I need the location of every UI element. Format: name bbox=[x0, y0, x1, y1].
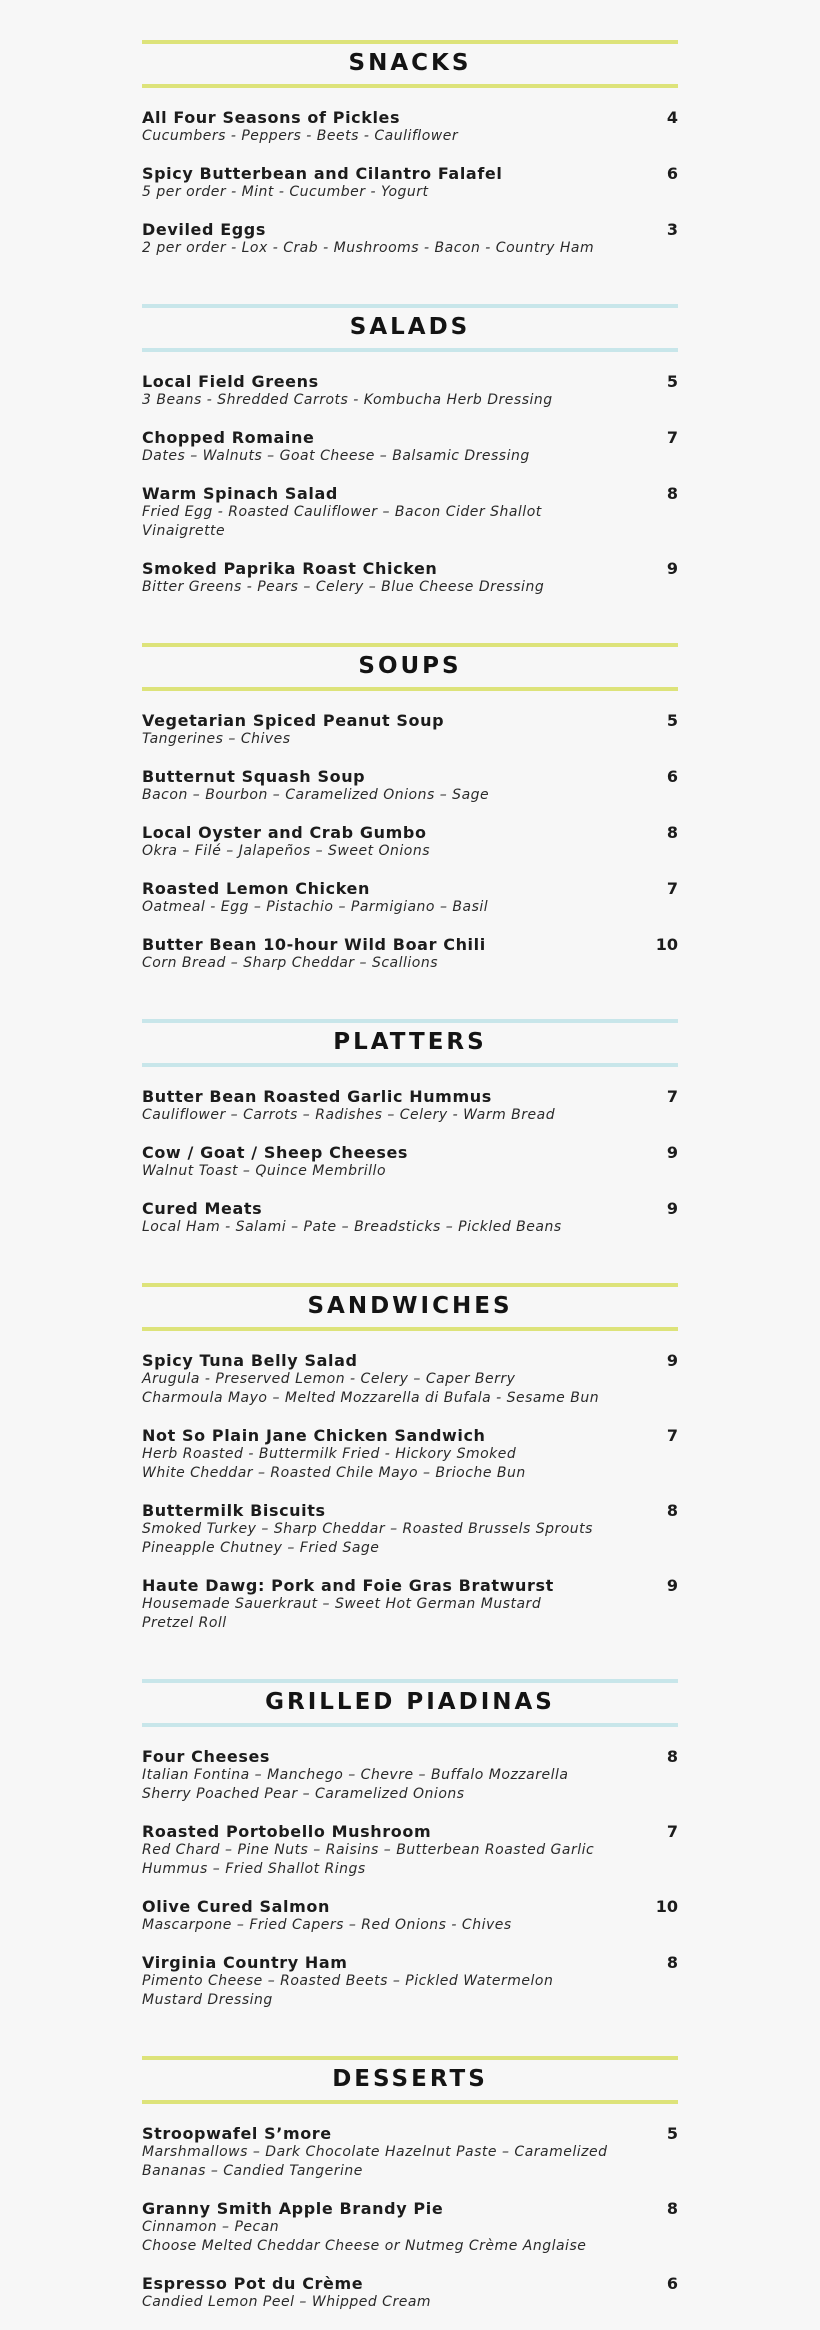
menu-item-header bbox=[142, 484, 678, 503]
menu-item-description bbox=[142, 1766, 652, 1804]
menu-item-price: 9 bbox=[666, 1199, 678, 1218]
menu-item-price: 9 bbox=[666, 1143, 678, 1162]
menu-item bbox=[142, 1501, 678, 1558]
menu-item-description-line: White Cheddar – Roasted Chile Mayo – Brioche Bun bbox=[142, 1465, 526, 1481]
menu-item-price: 6 bbox=[666, 2274, 678, 2293]
menu-item-description-line: Candied Lemon Peel – Whipped Cream bbox=[142, 2294, 432, 2310]
menu-item-list bbox=[142, 1087, 678, 1237]
menu-item-name: Deviled Eggs bbox=[142, 220, 266, 239]
menu-item-description-line: Smoked Turkey – Sharp Cheddar – Roasted Brussels Sprouts bbox=[142, 1521, 593, 1537]
menu-item-description-line: Sherry Poached Pear – Caramelized Onions bbox=[142, 1786, 465, 1802]
menu-item-description-line: Bananas – Candied Tangerine bbox=[142, 2163, 363, 2179]
menu-item-price: 7 bbox=[666, 1087, 678, 1106]
menu-item bbox=[142, 372, 678, 410]
section-title: SOUPS bbox=[358, 652, 462, 679]
menu-item bbox=[142, 2199, 678, 2256]
menu-item-header bbox=[142, 428, 678, 447]
menu-item-description bbox=[142, 730, 652, 749]
menu-item-description bbox=[142, 391, 652, 410]
menu-item-header bbox=[142, 767, 678, 786]
menu-item-header bbox=[142, 2124, 678, 2143]
menu-item-description bbox=[142, 1841, 652, 1879]
menu-item-name: Virginia Country Ham bbox=[142, 1953, 348, 1972]
menu-item-header bbox=[142, 1897, 678, 1916]
menu-item-name: Not So Plain Jane Chicken Sandwich bbox=[142, 1426, 486, 1445]
menu-item-description bbox=[142, 127, 652, 146]
menu-item-price: 9 bbox=[666, 1576, 678, 1595]
menu-item bbox=[142, 2124, 678, 2181]
menu-item-name: Espresso Pot du Crème bbox=[142, 2274, 364, 2293]
menu-section-platters bbox=[142, 1017, 678, 1237]
menu-item-description-line: Okra – Filé – Jalapeños – Sweet Onions bbox=[142, 843, 431, 859]
menu-item-description-line: Bacon – Bourbon – Caramelized Onions – Sage bbox=[142, 787, 490, 803]
menu-item-description bbox=[142, 954, 652, 973]
menu-item-description-line: 2 per order - Lox - Crab - Mushrooms - Bacon - Country Ham bbox=[142, 240, 595, 256]
menu-item-description-line: Red Chard – Pine Nuts – Raisins – Butterbean Roasted Garlic bbox=[142, 1842, 595, 1858]
menu-item-description-line: Cinnamon – Pecan bbox=[142, 2219, 280, 2235]
menu-item-description-line: Charmoula Mayo – Melted Mozzarella di Bufala - Sesame Bun bbox=[142, 1390, 600, 1406]
menu-item-description-line: Cucumbers - Peppers - Beets - Cauliflower bbox=[142, 128, 459, 144]
menu-item-name: Local Field Greens bbox=[142, 372, 319, 391]
menu-item-header bbox=[142, 935, 678, 954]
menu-item-description bbox=[142, 1370, 652, 1408]
menu-section-desserts bbox=[142, 2054, 678, 2312]
menu-item-header bbox=[142, 372, 678, 391]
menu-item-description-line: Cauliflower – Carrots – Radishes – Celery - Warm Bread bbox=[142, 1107, 556, 1123]
menu-item bbox=[142, 1351, 678, 1408]
menu-item-description-line: Hummus – Fried Shallot Rings bbox=[142, 1861, 366, 1877]
menu-item-description bbox=[142, 183, 652, 202]
menu-item-price: 8 bbox=[666, 484, 678, 503]
menu-item-header bbox=[142, 164, 678, 183]
menu-item bbox=[142, 1426, 678, 1483]
menu-item-description bbox=[142, 1218, 652, 1237]
menu-item bbox=[142, 879, 678, 917]
menu-section-grilled-piadinas bbox=[142, 1677, 678, 2010]
menu-item-description-line: Pretzel Roll bbox=[142, 1615, 227, 1631]
section-header bbox=[142, 38, 678, 88]
menu-item-header bbox=[142, 1426, 678, 1445]
menu-item-description-line: Local Ham - Salami – Pate – Breadsticks – Pickled Beans bbox=[142, 1219, 562, 1235]
menu-item-description bbox=[142, 2218, 652, 2256]
menu-item-header bbox=[142, 711, 678, 730]
section-header bbox=[142, 1281, 678, 1331]
menu-item-price: 7 bbox=[666, 1822, 678, 1841]
menu-item-price: 10 bbox=[655, 1897, 678, 1916]
menu-item bbox=[142, 767, 678, 805]
menu-item-header bbox=[142, 1576, 678, 1595]
menu bbox=[142, 38, 678, 2330]
menu-item bbox=[142, 1199, 678, 1237]
menu-item-description-line: Vinaigrette bbox=[142, 523, 226, 539]
menu-item-price: 7 bbox=[666, 879, 678, 898]
menu-item bbox=[142, 1897, 678, 1935]
menu-item-header bbox=[142, 2274, 678, 2293]
menu-item bbox=[142, 108, 678, 146]
menu-item-name: Olive Cured Salmon bbox=[142, 1897, 330, 1916]
menu-item-header bbox=[142, 1087, 678, 1106]
menu-item bbox=[142, 823, 678, 861]
menu-item-price: 7 bbox=[666, 1426, 678, 1445]
section-title: SNACKS bbox=[348, 49, 472, 76]
menu-item-description-line: Dates – Walnuts – Goat Cheese – Balsamic Dressing bbox=[142, 448, 530, 464]
menu-item-price: 9 bbox=[666, 1351, 678, 1370]
menu-item-description bbox=[142, 842, 652, 861]
menu-item-description bbox=[142, 2143, 652, 2181]
section-header bbox=[142, 302, 678, 352]
menu-item-description-line: Pineapple Chutney – Fried Sage bbox=[142, 1540, 380, 1556]
menu-section-sandwiches bbox=[142, 1281, 678, 1633]
menu-item-description bbox=[142, 578, 652, 597]
menu-item-name: Butternut Squash Soup bbox=[142, 767, 366, 786]
menu-item-price: 5 bbox=[666, 711, 678, 730]
menu-item-name: Spicy Tuna Belly Salad bbox=[142, 1351, 358, 1370]
menu-item-name: Warm Spinach Salad bbox=[142, 484, 338, 503]
menu-item-description-line: Marshmallows – Dark Chocolate Hazelnut Paste – Caramelized bbox=[142, 2144, 608, 2160]
menu-section-salads bbox=[142, 302, 678, 597]
menu-item-description-line: Walnut Toast – Quince Membrillo bbox=[142, 1163, 387, 1179]
menu-item-header bbox=[142, 1199, 678, 1218]
menu-item-name: Roasted Portobello Mushroom bbox=[142, 1822, 432, 1841]
section-header bbox=[142, 641, 678, 691]
menu-item-description-line: Mascarpone – Fried Capers – Red Onions - Chives bbox=[142, 1917, 512, 1933]
menu-item-description bbox=[142, 1972, 652, 2010]
section-header bbox=[142, 1677, 678, 1727]
menu-item-description bbox=[142, 1520, 652, 1558]
menu-item bbox=[142, 1576, 678, 1633]
menu-item-price: 5 bbox=[666, 2124, 678, 2143]
menu-section-soups bbox=[142, 641, 678, 973]
menu-item-name: Stroopwafel S’more bbox=[142, 2124, 332, 2143]
menu-item-header bbox=[142, 1143, 678, 1162]
menu-item-list bbox=[142, 711, 678, 973]
menu-item-header bbox=[142, 1351, 678, 1370]
menu-item bbox=[142, 220, 678, 258]
menu-item-price: 8 bbox=[666, 1953, 678, 1972]
menu-item bbox=[142, 164, 678, 202]
menu-item bbox=[142, 1953, 678, 2010]
menu-item-header bbox=[142, 1822, 678, 1841]
menu-item-description bbox=[142, 2293, 652, 2312]
menu-item-name: Roasted Lemon Chicken bbox=[142, 879, 370, 898]
menu-item-price: 6 bbox=[666, 767, 678, 786]
menu-item-list bbox=[142, 2124, 678, 2312]
menu-item-header bbox=[142, 823, 678, 842]
section-title: SANDWICHES bbox=[307, 1292, 513, 1319]
menu-item-description-line: Arugula - Preserved Lemon - Celery – Caper Berry bbox=[142, 1371, 516, 1387]
menu-item-header bbox=[142, 879, 678, 898]
menu-item-description-line: Fried Egg - Roasted Cauliflower – Bacon Cider Shallot bbox=[142, 504, 542, 520]
menu-item bbox=[142, 711, 678, 749]
menu-item-header bbox=[142, 1501, 678, 1520]
menu-item-name: Vegetarian Spiced Peanut Soup bbox=[142, 711, 445, 730]
menu-item-description-line: Pimento Cheese – Roasted Beets – Pickled Watermelon bbox=[142, 1973, 554, 1989]
menu-item-name: Local Oyster and Crab Gumbo bbox=[142, 823, 427, 842]
menu-item-description bbox=[142, 239, 652, 258]
menu-item-price: 6 bbox=[666, 164, 678, 183]
menu-item-list bbox=[142, 1747, 678, 2010]
menu-item bbox=[142, 1822, 678, 1879]
menu-item-description bbox=[142, 1106, 652, 1125]
menu-item-price: 4 bbox=[666, 108, 678, 127]
menu-item-description bbox=[142, 1162, 652, 1181]
menu-item-header bbox=[142, 1953, 678, 1972]
section-header bbox=[142, 2054, 678, 2104]
menu-item-name: Granny Smith Apple Brandy Pie bbox=[142, 2199, 444, 2218]
menu-item-description bbox=[142, 1916, 652, 1935]
menu-item-description-line: Choose Melted Cheddar Cheese or Nutmeg Crème Anglaise bbox=[142, 2238, 587, 2254]
menu-item-price: 8 bbox=[666, 823, 678, 842]
menu-item bbox=[142, 2274, 678, 2312]
menu-item-price: 8 bbox=[666, 1747, 678, 1766]
menu-item-description-line: Herb Roasted - Buttermilk Fried - Hickory Smoked bbox=[142, 1446, 517, 1462]
menu-item-name: All Four Seasons of Pickles bbox=[142, 108, 401, 127]
menu-item-name: Butter Bean Roasted Garlic Hummus bbox=[142, 1087, 492, 1106]
menu-item-name: Four Cheeses bbox=[142, 1747, 271, 1766]
menu-item-description bbox=[142, 1595, 652, 1633]
menu-item-price: 8 bbox=[666, 1501, 678, 1520]
menu-item bbox=[142, 935, 678, 973]
menu-item bbox=[142, 428, 678, 466]
menu-item-description-line: 3 Beans - Shredded Carrots - Kombucha Herb Dressing bbox=[142, 392, 553, 408]
menu-item-description bbox=[142, 503, 652, 541]
menu-item bbox=[142, 1143, 678, 1181]
menu-item-list bbox=[142, 1351, 678, 1633]
menu-item-price: 7 bbox=[666, 428, 678, 447]
menu-item bbox=[142, 484, 678, 541]
menu-item-description bbox=[142, 898, 652, 917]
menu-item-description-line: Mustard Dressing bbox=[142, 1992, 273, 2008]
menu-item-header bbox=[142, 559, 678, 578]
menu-item-description-line: 5 per order - Mint - Cucumber - Yogurt bbox=[142, 184, 429, 200]
menu-item-name: Cured Meats bbox=[142, 1199, 263, 1218]
menu-item-list bbox=[142, 108, 678, 258]
menu-item bbox=[142, 1087, 678, 1125]
menu-item-price: 10 bbox=[655, 935, 678, 954]
section-title: PLATTERS bbox=[333, 1028, 487, 1055]
menu-item-price: 9 bbox=[666, 559, 678, 578]
menu-item-header bbox=[142, 2199, 678, 2218]
menu-item-name: Smoked Paprika Roast Chicken bbox=[142, 559, 438, 578]
menu-item bbox=[142, 559, 678, 597]
menu-item-name: Spicy Butterbean and Cilantro Falafel bbox=[142, 164, 503, 183]
menu-item-description bbox=[142, 1445, 652, 1483]
menu-item-description-line: Oatmeal - Egg – Pistachio – Parmigiano – Basil bbox=[142, 899, 489, 915]
menu-item-price: 8 bbox=[666, 2199, 678, 2218]
menu-item-description bbox=[142, 786, 652, 805]
menu-item-name: Buttermilk Biscuits bbox=[142, 1501, 326, 1520]
menu-item-name: Haute Dawg: Pork and Foie Gras Bratwurst bbox=[142, 1576, 554, 1595]
menu-item-list bbox=[142, 372, 678, 597]
menu-item-header bbox=[142, 220, 678, 239]
section-title: GRILLED PIADINAS bbox=[265, 1688, 555, 1715]
menu-item-name: Butter Bean 10-hour Wild Boar Chili bbox=[142, 935, 486, 954]
menu-item-description-line: Tangerines – Chives bbox=[142, 731, 291, 747]
menu-item-header bbox=[142, 108, 678, 127]
section-title: SALADS bbox=[349, 313, 471, 340]
menu-item-description-line: Italian Fontina – Manchego – Chevre – Buffalo Mozzarella bbox=[142, 1767, 569, 1783]
menu-item-name: Chopped Romaine bbox=[142, 428, 315, 447]
menu-item bbox=[142, 1747, 678, 1804]
menu-item-price: 5 bbox=[666, 372, 678, 391]
menu-item-header bbox=[142, 1747, 678, 1766]
menu-section-snacks bbox=[142, 38, 678, 258]
menu-item-price: 3 bbox=[666, 220, 678, 239]
menu-item-description bbox=[142, 447, 652, 466]
menu-item-description-line: Bitter Greens - Pears – Celery – Blue Cheese Dressing bbox=[142, 579, 545, 595]
menu-item-description-line: Housemade Sauerkraut – Sweet Hot German Mustard bbox=[142, 1596, 542, 1612]
section-header bbox=[142, 1017, 678, 1067]
menu-item-name: Cow / Goat / Sheep Cheeses bbox=[142, 1143, 409, 1162]
menu-item-description-line: Corn Bread – Sharp Cheddar – Scallions bbox=[142, 955, 439, 971]
section-title: DESSERTS bbox=[332, 2065, 488, 2092]
